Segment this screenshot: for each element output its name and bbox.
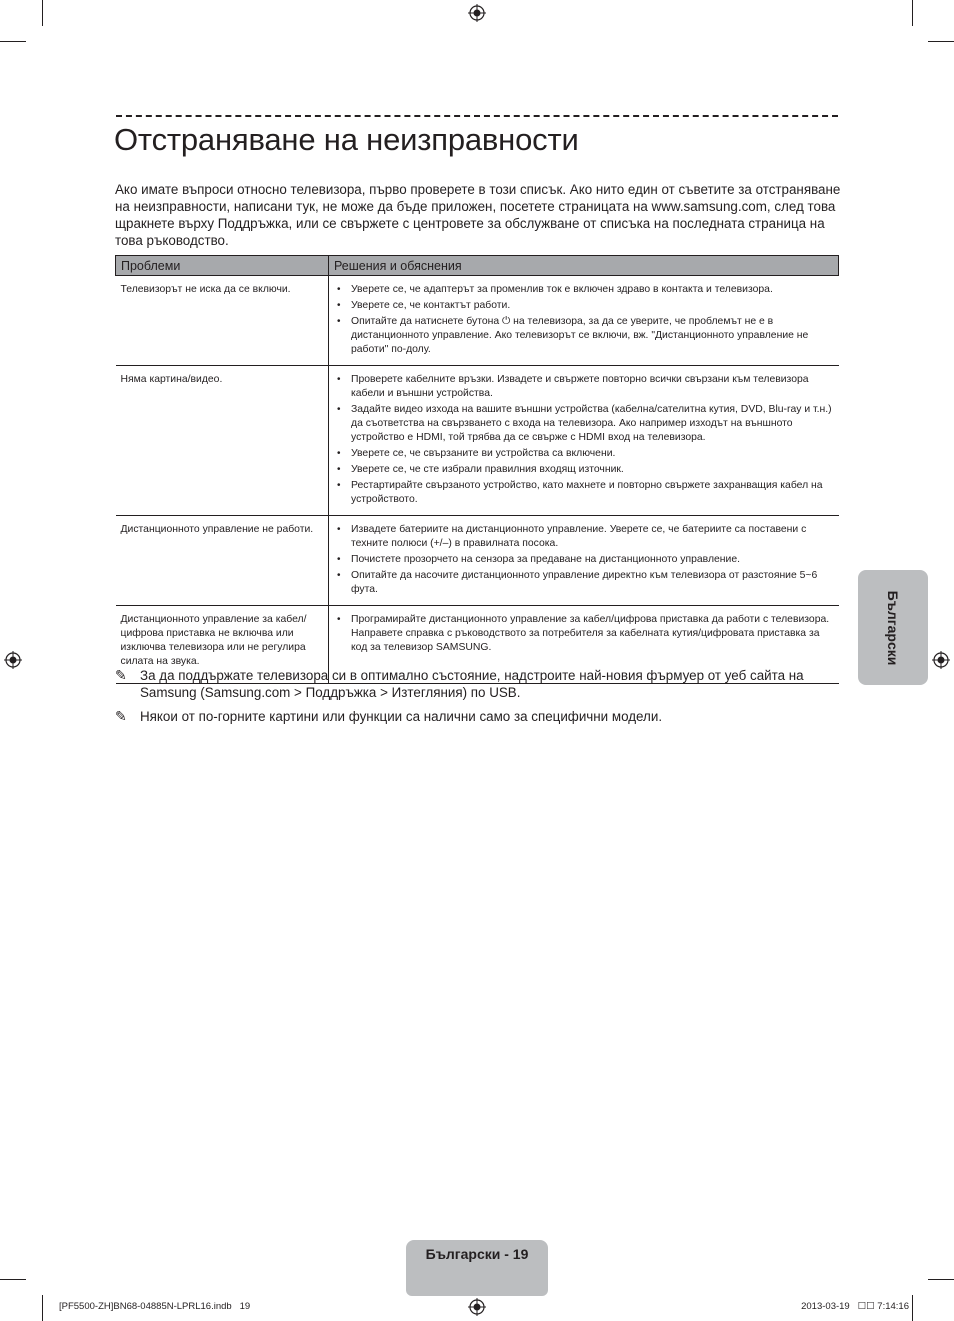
note-item [115,667,841,701]
troubleshooting-table [115,255,839,684]
problem-cell: Дистанционното управление не работи. [116,516,329,606]
crop-mark [42,0,43,26]
solution-item: • Уверете се, че контактът работи. [334,299,833,313]
footer-file-name: [PF5500-ZH]BN68-04885N-LPRL16.indb 19 [59,1301,251,1312]
registration-mark-icon [932,651,950,669]
crop-mark [0,1279,26,1280]
crop-mark [912,0,913,26]
registration-mark-icon [468,1298,486,1316]
solution-item: • Проверете кабелните връзки. Извадете и свържете повторно всички свързани към телевизора кабели и външни устройства. [334,373,833,401]
table-row [116,366,839,516]
solution-item: • Рестартирайте свързаното устройство, като махнете и повторно свържете захранващия кабел на устройството. [334,479,833,507]
solutions-cell [329,276,839,366]
solutions-list [334,283,833,357]
solutions-cell [329,366,839,516]
solution-item: • Уверете се, че свързаните ви устройства са включени. [334,447,833,461]
problem-cell: Дистанционното управление за кабел/цифрова приставка не включва или изключва телевизора или не регулира силата на звука. [116,606,329,684]
solution-item: • Извадете батериите на дистанционното управление. Уверете се, че батериите са поставени с техните полюси (+/–) в правилната посока. [334,523,833,551]
solution-item: • Опитайте да насочите дистанционното управление директно към телевизора от разстояние 5~6 фута. [334,569,833,597]
solution-item: • Програмирайте дистанционното управление за кабел/цифрова приставка да работи с телевизора. Направете справка с ръководството за потребителя за кабелната кутия/цифровата приставка за код за телевизор SAMSUNG. [334,613,833,655]
registration-mark-icon [4,651,22,669]
solution-item: • Задайте видео изхода на вашите външни устройства (кабелна/сателитна кутия, DVD, Blu-ray и т.н.) да съответства на свързването с входа на телевизора. Ако например изходът на външното устройство е HDMI, той трябва да се свърже с HDMI вход на телевизора. [334,403,833,445]
table-row [116,516,839,606]
footer-datetime: 2013-03-19 ☐☐ 7:14:16 [801,1301,909,1312]
solution-item: • Уверете се, че сте избрали правилния входящ източник. [334,463,833,477]
crop-mark [928,41,954,42]
pencil-note-icon: ✎ [115,708,127,724]
title-divider [116,115,838,117]
solutions-list [334,523,833,597]
table-row [116,276,839,366]
note-item [115,708,841,725]
crop-mark [928,1279,954,1280]
crop-mark [912,1295,913,1321]
solutions-list [334,613,833,655]
language-side-tab [858,570,928,685]
crop-mark [0,41,26,42]
page-number-label: Български - 19 [425,1246,529,1262]
pencil-note-icon: ✎ [115,667,127,683]
side-tab-label: Български [885,590,901,665]
notes [115,667,841,732]
problem-cell: Телевизорът не иска да се включи. [116,276,329,366]
solution-item: • Опитайте да натиснете бутона ⏻ на телевизора, за да се уверите, че проблемът не е в дистанционното управление. Ако телевизорът се включи, вж. "Дистанционното управление не работи" по-долу. [334,315,833,357]
problem-cell: Няма картина/видео. [116,366,329,516]
solutions-list [334,373,833,507]
solution-item: • Почистете прозорчето на сензора за предаване на дистанционното управление. [334,553,833,567]
column-header-problems: Проблеми [116,256,329,276]
solution-item: • Уверете се, че адаптерът за променлив ток е включен здраво в контакта и телевизора. [334,283,833,297]
note-text: За да поддържате телевизора си в оптимално състояние, надстроите най-новия фърмуер от уеб сайта на Samsung (Samsung.com > Поддръжка > Изтегляния) по USB. [140,668,804,700]
column-header-solutions: Решения и обяснения [329,256,839,276]
registration-mark-icon [468,4,486,22]
solutions-cell [329,516,839,606]
table-header-row [116,256,839,276]
intro-paragraph: Ако имате въпроси относно телевизора, първо проверете в този списък. Ако нито един от съветите за отстраняване на неизправности, написани тук, не може да бъде приложен, посетете страницата на www.samsung.com, след това щракнете върху Поддръжка, или се свържете с центровете за обслужване от списъка на последната страница на това ръководство. [115,182,841,248]
page-title: Отстраняване на неизправности [114,122,579,157]
note-text: Някои от по-горните картини или функции са налични само за специфични модели. [140,709,663,724]
page-number-tab [406,1240,548,1296]
crop-mark [42,1295,43,1321]
